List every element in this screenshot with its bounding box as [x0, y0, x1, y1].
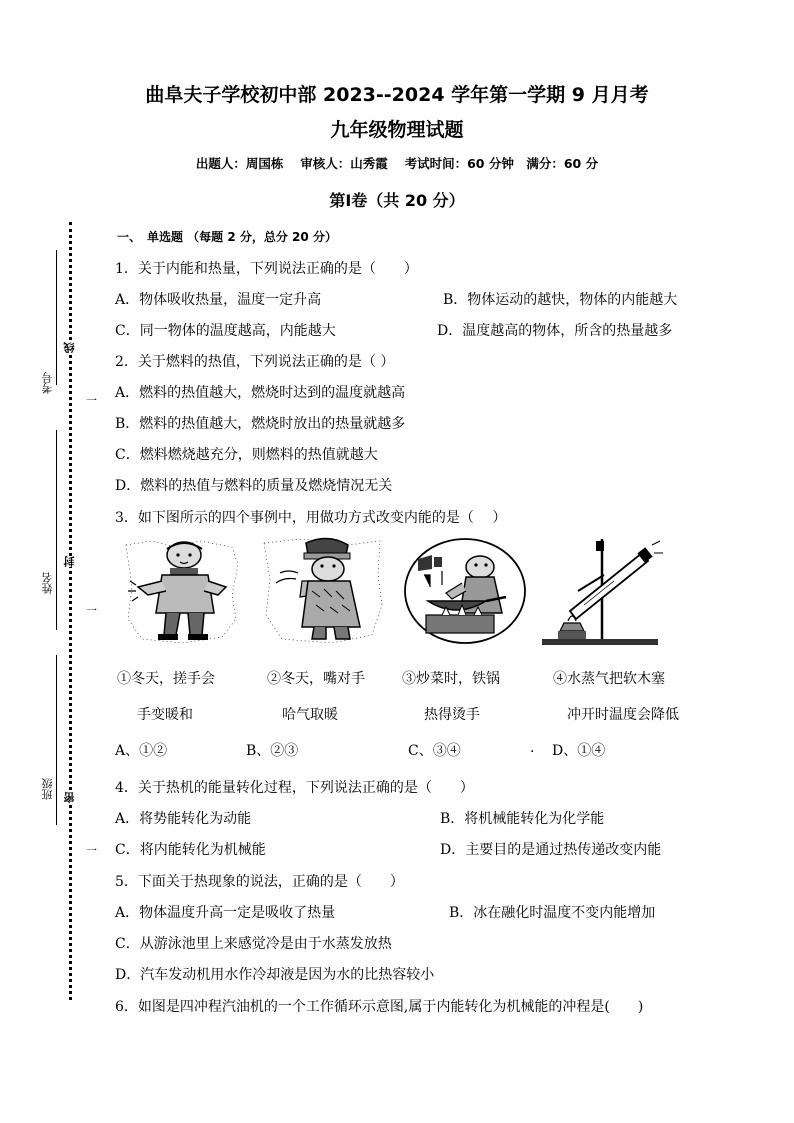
q3-caption-2: ②冬天，嘴对手 — [267, 671, 365, 687]
cut-mark-line: 线 — [63, 342, 76, 353]
name-underline — [56, 430, 57, 630]
q4-option-b: B．将机械能转化为化学能 — [440, 811, 605, 827]
binding-dotted-line — [69, 222, 72, 1000]
q3-option-d: D、①④ — [552, 743, 606, 759]
q3-caption-4-cont: 冲开时温度会降低 — [567, 707, 679, 723]
q3-caption-4: ④水蒸气把软木塞 — [553, 671, 665, 687]
q2-option-b: B．燃料的热值越大，燃烧时放出的热量就越多 — [115, 416, 406, 432]
q2-option-c: C．燃料燃烧越充分，则燃料的热值就越大 — [115, 447, 378, 463]
q3-caption-3-cont: 热得烫手 — [424, 707, 480, 723]
q2-option-d: D．燃料的热值与燃料的质量及燃烧情况无关 — [115, 478, 393, 494]
figure-rubbing-hands — [122, 535, 242, 647]
section-heading: 一、 单选题 （每题 2 分，总分 20 分） — [117, 230, 337, 244]
margin-tick: 一 — [86, 844, 97, 857]
volume-heading: 第Ⅰ卷（共 20 分） — [329, 191, 465, 210]
q3-stray-dot: . — [530, 740, 535, 756]
q3-option-b: B、②③ — [246, 743, 299, 759]
margin-tick: 一 — [86, 394, 97, 407]
q4-stem: 4．关于热机的能量转化过程，下列说法正确的是（ ） — [115, 780, 474, 796]
cut-mark-seal: 封 — [63, 556, 76, 567]
id-underline — [56, 250, 57, 385]
q1-option-b: B．物体运动的越快，物体的内能越大 — [443, 292, 678, 308]
class-underline — [56, 655, 57, 825]
exam-title: 曲阜夫子学校初中部 2023--2024 学年第一学期 9 月月考 — [145, 84, 649, 106]
q5-option-d: D．汽车发动机用水作冷却液是因为水的比热容较小 — [115, 967, 435, 983]
q3-caption-2-cont: 哈气取暖 — [282, 707, 338, 723]
q3-stem: 3．如下图所示的四个事例中，用做功方式改变内能的是（ ） — [115, 510, 507, 526]
q2-option-a: A．燃料的热值越大，燃烧时达到的温度就越高 — [115, 385, 406, 401]
q4-option-c: C．将内能转化为机械能 — [115, 842, 266, 858]
label-class: 班级 — [41, 778, 54, 800]
q5-option-a: A．物体温度升高一定是吸收了热量 — [115, 905, 336, 921]
margin-tick: 一 — [86, 604, 97, 617]
q4-option-a: A．将势能转化为动能 — [115, 811, 252, 827]
q4-option-d: D．主要目的是通过热传递改变内能 — [440, 842, 662, 858]
exam-meta: 出题人：周国栋 审核人：山秀霞 考试时间：60 分钟 满分：60 分 — [195, 156, 599, 171]
q3-option-c: C、③④ — [408, 743, 461, 759]
q1-option-a: A．物体吸收热量，温度一定升高 — [115, 292, 322, 308]
q1-option-c: C．同一物体的温度越高，内能越大 — [115, 323, 336, 339]
q3-caption-1: ①冬天，搓手会 — [117, 671, 215, 687]
q2-stem: 2．关于燃料的热值，下列说法正确的是（ ） — [115, 354, 395, 370]
q5-option-b: B．冰在融化时温度不变内能增加 — [449, 905, 656, 921]
label-exam-id: 考号 — [41, 372, 54, 394]
figure-steam-cork — [538, 535, 666, 647]
q6-stem: 6．如图是四冲程汽油机的一个工作循环示意图,属于内能转化为机械能的冲程是( ) — [115, 999, 644, 1015]
q1-option-d: D．温度越高的物体，所含的热量越多 — [437, 323, 673, 339]
figure-breathing-on-hands — [262, 535, 384, 647]
q3-caption-1-cont: 手变暖和 — [137, 707, 193, 723]
cut-mark-dense: 密 — [63, 792, 76, 803]
q5-stem: 5．下面关于热现象的说法，正确的是（ ） — [115, 874, 404, 890]
q3-option-a: A、①② — [115, 743, 168, 759]
label-student-name: 姓名 — [41, 572, 54, 594]
exam-subtitle: 九年级物理试题 — [330, 119, 464, 141]
q3-caption-3: ③炒菜时，铁锅 — [402, 671, 500, 687]
q1-stem: 1．关于内能和热量，下列说法正确的是（ ） — [115, 261, 418, 277]
q5-option-c: C．从游泳池里上来感觉冷是由于水蒸发放热 — [115, 936, 392, 952]
figure-cooking-wok — [402, 535, 528, 647]
